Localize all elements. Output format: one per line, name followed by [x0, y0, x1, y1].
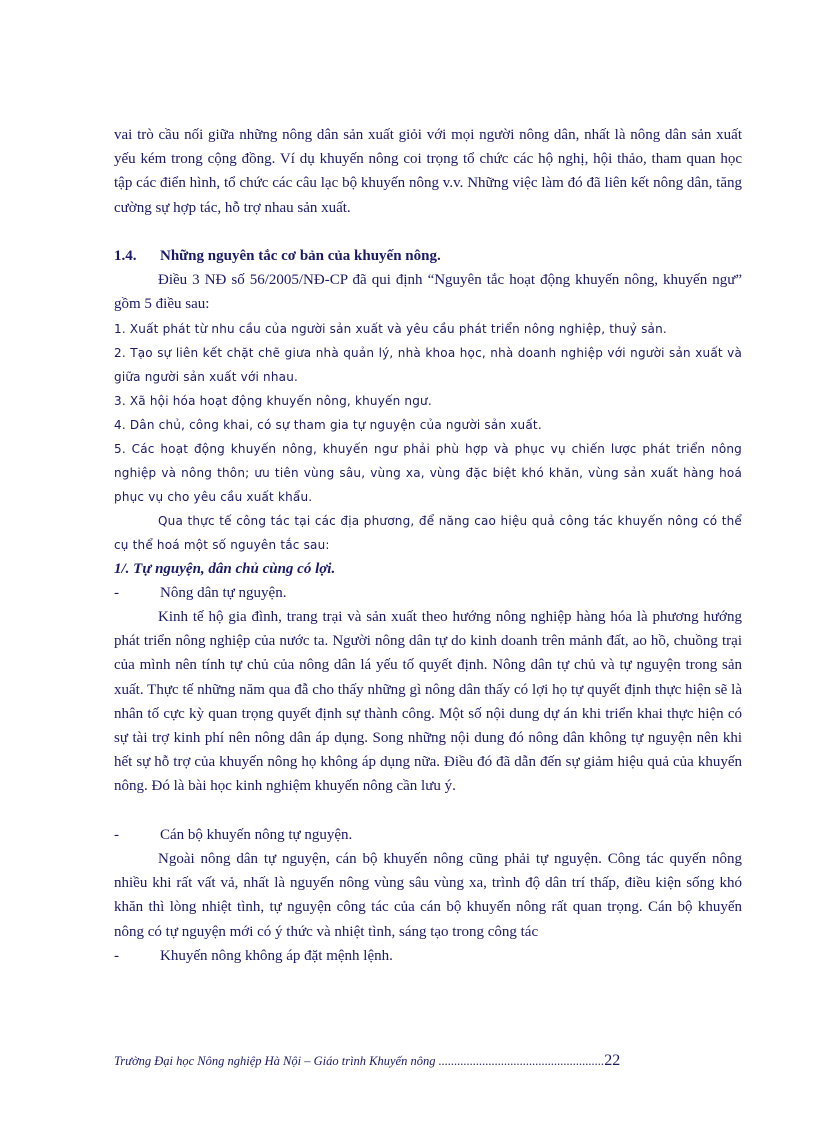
footer-text: Trường Đại học Nông nghiệp Hà Nội – Giáo trình Khuyến nông ..................................................... [114, 1054, 605, 1068]
decree-paragraph: Điều 3 NĐ số 56/2005/NĐ-CP đã qui định “Nguyên tắc hoạt động khuyến nông, khuyến ngư” gồm 5 điều sau: [114, 272, 742, 313]
staff-voluntary-item: - Cán bộ khuyến nông tự nguyện. [114, 823, 742, 847]
principle-item: 2. Tạo sự liên kết chặt chẽ giưa nhà quản lý, nhà khoa học, nhà doanh nghiệp với người sản xuất và giữa người sản xuất với nhau. [114, 346, 742, 384]
principle-item: 5. Các hoạt động khuyến nông, khuyến ngư phải phù hợp và phục vụ chiến lược phát triển nông nghiệp và nông thôn; ưu tiên vùng sâu, vùng xa, vùng đặc biệt khó khăn, vùng sản xuất hàng hoá phục vụ cho yêu cầu xuất khẩu. [114, 442, 742, 504]
staff-voluntary-label: Cán bộ khuyến nông tự nguyện. [160, 827, 353, 843]
farmers-voluntary-item: - Nông dân tự nguyện. [114, 581, 742, 605]
principles-list [114, 317, 742, 557]
principle-item: 1. Xuất phát từ nhu cầu của người sản xuất và yêu cầu phát triển nông nghiệp, thuỷ sản. [114, 322, 667, 336]
farmers-voluntary-paragraph: Kinh tế hộ gia đình, trang trại và sản xuất theo hướng nông nghiệp hàng hóa là phương hướng phát triển nông nghiệp của nước ta. Người nông dân tự do kinh doanh trên mảnh đất, ao hồ, chuồng trại của mình nên tính tự chủ của nông dân lá yếu tố quyết định. Nông dân tự chủ và tự nguyện trong sản xuất. Thực tế những năm qua đẫ cho thấy những gì nông dân thấy có lợi họ tự quyết định thực hiện sẽ là nhân tố cực kỳ quan trọng quyết định sự thành công. Một số nội dung dự án khi triển khai thực hiện có sự tài trợ kinh phí nên nông dân áp dụng. Song những nội dung đó nông dân không tự nguyện nên khi hết sự hỗ trợ của khuyến nông họ không áp dụng nữa. Điều đó đã dẫn đến sự giảm hiệu quả của khuyến nông. Đó là bài học kinh nghiệm khuyến nông cần lưu ý. [114, 609, 742, 795]
farmers-voluntary-label: Nông dân tự nguyện. [160, 585, 287, 601]
page-footer [114, 1052, 694, 1070]
page-number: 22 [604, 1052, 621, 1069]
intro-paragraph: vai trò cầu nối giữa những nông dân sản xuất giỏi với mọi người nông dân, nhất là nông dân sản xuất yếu kém trong cộng đồng. Ví dụ khuyến nông coi trọng tổ chức các hộ nghị, hội thảo, tham quan học tập các điển hình, tổ chức các câu lạc bộ khuyến nông v.v. Những việc làm đó đã liên kết nông dân, tăng cường sự hợp tác, hỗ trợ nhau sản xuất. [114, 127, 742, 216]
no-command-item: - Khuyến nông không áp đặt mệnh lệnh. [114, 944, 742, 968]
practice-paragraph: Qua thực tế công tác tại các địa phương, để năng cao hiệu quả công tác khuyến nông có thể cụ thể hoá một số nguyên tắc sau: [114, 514, 742, 552]
principle-1-title: 1/. Tự nguyện, dân chủ cùng có lợi. [114, 561, 336, 577]
staff-voluntary-paragraph: Ngoài nông dân tự nguyện, cán bộ khuyến nông cũng phải tự nguyện. Công tác quyến nông nhiều khi rất vất vả, nhất là nguyến nông vùng sâu vùng xa, trình độ dân trí thấp, điều kiện sống khó khăn thì lòng nhiệt tình, tự nguyện công tác của cán bộ khuyến nông rất quan trọng. Cán bộ khuyến nông có tự nguyện mới có ý thức và nhiệt tình, sáng tạo trong công tác [114, 851, 742, 940]
principle-item: 3. Xã hội hóa hoạt động khuyến nông, khuyến ngư. [114, 394, 432, 408]
no-command-label: Khuyến nông không áp đặt mệnh lệnh. [160, 948, 393, 964]
section-title: Những nguyên tắc cơ bản của khuyến nông. [160, 248, 441, 264]
principle-item: 4. Dân chủ, công khai, có sự tham gia tự nguyện của người sản xuất. [114, 418, 542, 432]
section-heading [114, 244, 742, 268]
section-number: 1.4. [114, 248, 137, 264]
